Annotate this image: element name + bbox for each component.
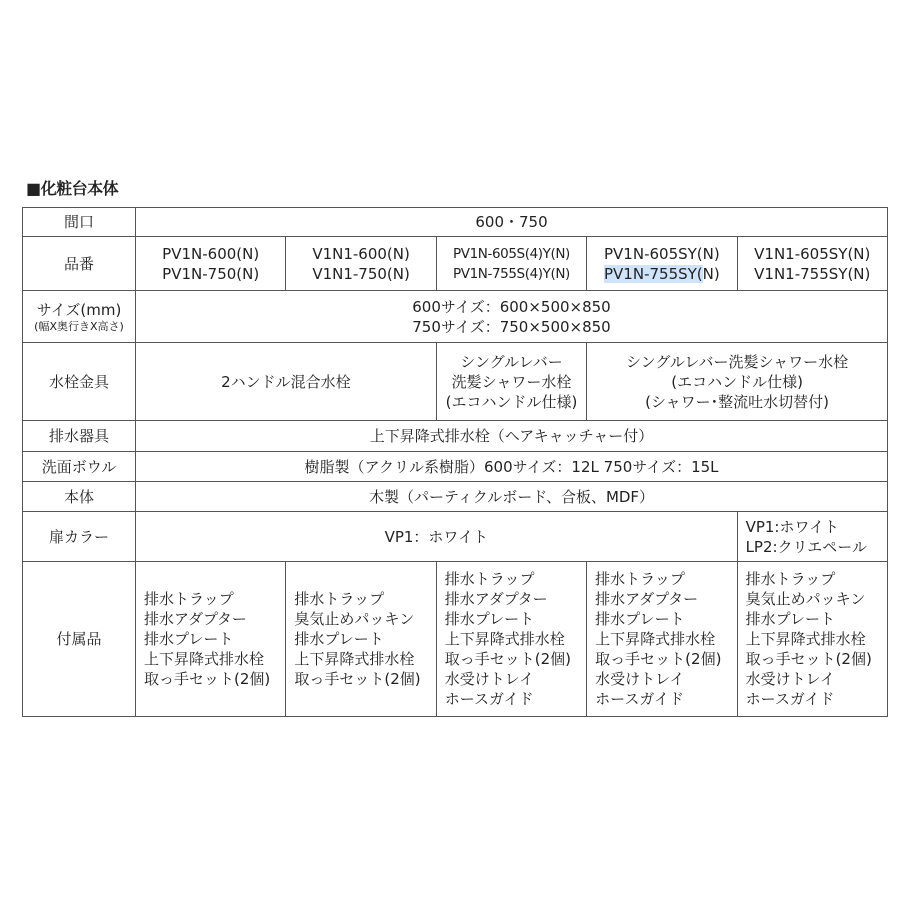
faucet-line: (エコハンドル仕様) bbox=[445, 392, 578, 411]
row-bowl bbox=[23, 452, 888, 482]
model-number: PV1N-605SY(N) bbox=[604, 244, 720, 263]
width-value: 600・750 bbox=[136, 208, 888, 237]
model-cell bbox=[136, 237, 286, 291]
model-number: V1N1-600(N) bbox=[312, 244, 410, 263]
faucet-c bbox=[587, 343, 888, 421]
model-cell bbox=[587, 237, 737, 291]
door-color-a: VP1：ホワイト bbox=[136, 512, 738, 562]
accessory-item: 排水アダプター bbox=[144, 610, 247, 628]
accessory-item: 上下昇降式排水栓 bbox=[294, 650, 415, 668]
model-number-selected[interactable] bbox=[589, 264, 734, 284]
accessory-item: 排水プレート bbox=[595, 610, 685, 628]
accessory-item: 排水トラップ bbox=[444, 570, 535, 588]
accessory-item: 取っ手セット(2個) bbox=[294, 670, 421, 688]
row-label: 品番 bbox=[23, 237, 136, 291]
text-selection-highlight: PV1N-755SY( bbox=[604, 264, 703, 283]
accessory-item: 水受けトレイ bbox=[444, 670, 535, 688]
row-label: 水栓金具 bbox=[23, 343, 136, 421]
size-line: 750サイズ：750×500×850 bbox=[412, 317, 611, 336]
spec-table bbox=[22, 207, 888, 717]
accessory-item: 取っ手セット(2個) bbox=[144, 670, 271, 688]
row-drain bbox=[23, 421, 888, 452]
faucet-a: 2ハンドル混合水栓 bbox=[136, 343, 437, 421]
model-number: PV1N-755S(4)Y(N) bbox=[453, 265, 570, 282]
faucet-line: (シャワー･整流吐水切替付) bbox=[645, 392, 830, 411]
row-model bbox=[23, 237, 888, 291]
accessory-item: 取っ手セット(2個) bbox=[595, 650, 722, 668]
row-accessories bbox=[23, 562, 888, 717]
accessory-item: 臭気止めパッキン bbox=[745, 590, 866, 608]
accessory-item: 排水プレート bbox=[144, 630, 234, 648]
row-label: 扉カラー bbox=[23, 512, 136, 562]
model-number: V1N1-750(N) bbox=[312, 264, 410, 283]
section-title: ■化粧台本体 bbox=[26, 179, 119, 198]
model-number: V1N1-755SY(N) bbox=[754, 264, 871, 283]
accessories-cell bbox=[286, 562, 436, 717]
row-label: 間口 bbox=[23, 208, 136, 237]
accessory-item: 排水アダプター bbox=[595, 590, 699, 608]
accessory-item: 上下昇降式排水栓 bbox=[595, 630, 716, 648]
accessories-cell bbox=[587, 562, 737, 717]
faucet-line: シングルレバー洗髪シャワー水栓 bbox=[626, 352, 849, 371]
accessory-item: 排水プレート bbox=[745, 610, 835, 628]
row-body bbox=[23, 482, 888, 512]
body-value: 木製（パーティクルボード、合板、MDF） bbox=[136, 482, 888, 512]
accessories-cell bbox=[436, 562, 586, 717]
accessory-item: 上下昇降式排水栓 bbox=[444, 630, 565, 648]
faucet-line: 洗髪シャワー水栓 bbox=[451, 372, 572, 391]
faucet-line: (エコハンドル仕様) bbox=[671, 372, 803, 391]
bowl-value: 樹脂製（アクリル系樹脂）600サイズ：12L 750サイズ：15L bbox=[136, 452, 888, 482]
accessory-item: ホースガイド bbox=[745, 690, 835, 708]
door-color-b bbox=[737, 512, 887, 562]
model-number: PV1N-750(N) bbox=[162, 264, 260, 283]
row-label: 洗面ボウル bbox=[23, 452, 136, 482]
row-label bbox=[23, 291, 136, 343]
drain-value: 上下昇降式排水栓（ヘアキャッチャー付） bbox=[136, 421, 888, 452]
row-label: 付属品 bbox=[23, 562, 136, 717]
row-faucet bbox=[23, 343, 888, 421]
model-number: PV1N-605S(4)Y(N) bbox=[453, 245, 570, 262]
size-sublabel: (幅X奥行きX高さ) bbox=[34, 319, 124, 333]
accessory-item: 取っ手セット(2個) bbox=[444, 650, 572, 668]
accessory-item: 排水トラップ bbox=[595, 570, 685, 588]
accessory-item: 排水トラップ bbox=[294, 590, 385, 608]
accessories-cell bbox=[737, 562, 887, 717]
door-color-line: LP2:クリエペール bbox=[745, 537, 867, 556]
accessory-item: 水受けトレイ bbox=[745, 670, 835, 688]
accessory-item: 排水トラップ bbox=[745, 570, 836, 588]
row-door-color bbox=[23, 512, 888, 562]
row-size bbox=[23, 291, 888, 343]
faucet-line: シングルレバー bbox=[460, 352, 563, 371]
model-number: V1N1-605SY(N) bbox=[754, 244, 871, 263]
row-label: 本体 bbox=[23, 482, 136, 512]
accessory-item: 水受けトレイ bbox=[595, 670, 685, 688]
model-cell bbox=[737, 237, 887, 291]
accessory-item: 排水トラップ bbox=[144, 590, 234, 608]
accessory-item: 臭気止めパッキン bbox=[294, 610, 415, 628]
faucet-b bbox=[436, 343, 586, 421]
size-value bbox=[136, 291, 888, 343]
size-label: サイズ(mm) bbox=[36, 300, 122, 319]
model-number: PV1N-600(N) bbox=[162, 244, 260, 263]
model-cell bbox=[286, 237, 436, 291]
accessory-item: 排水プレート bbox=[294, 630, 384, 648]
size-line: 600サイズ：600×500×850 bbox=[412, 297, 611, 316]
door-color-line: VP1:ホワイト bbox=[745, 517, 840, 536]
accessory-item: ホースガイド bbox=[444, 690, 534, 708]
row-width bbox=[23, 208, 888, 237]
model-number-rest: N) bbox=[702, 264, 720, 283]
accessory-item: 上下昇降式排水栓 bbox=[144, 650, 265, 668]
accessory-item: 排水アダプター bbox=[444, 590, 548, 608]
accessory-item: 排水プレート bbox=[444, 610, 535, 628]
row-label: 排水器具 bbox=[23, 421, 136, 452]
accessories-cell bbox=[136, 562, 286, 717]
accessory-item: 上下昇降式排水栓 bbox=[745, 630, 866, 648]
accessory-item: ホースガイド bbox=[595, 690, 684, 708]
model-cell bbox=[436, 237, 586, 291]
accessory-item: 取っ手セット(2個) bbox=[745, 650, 872, 668]
